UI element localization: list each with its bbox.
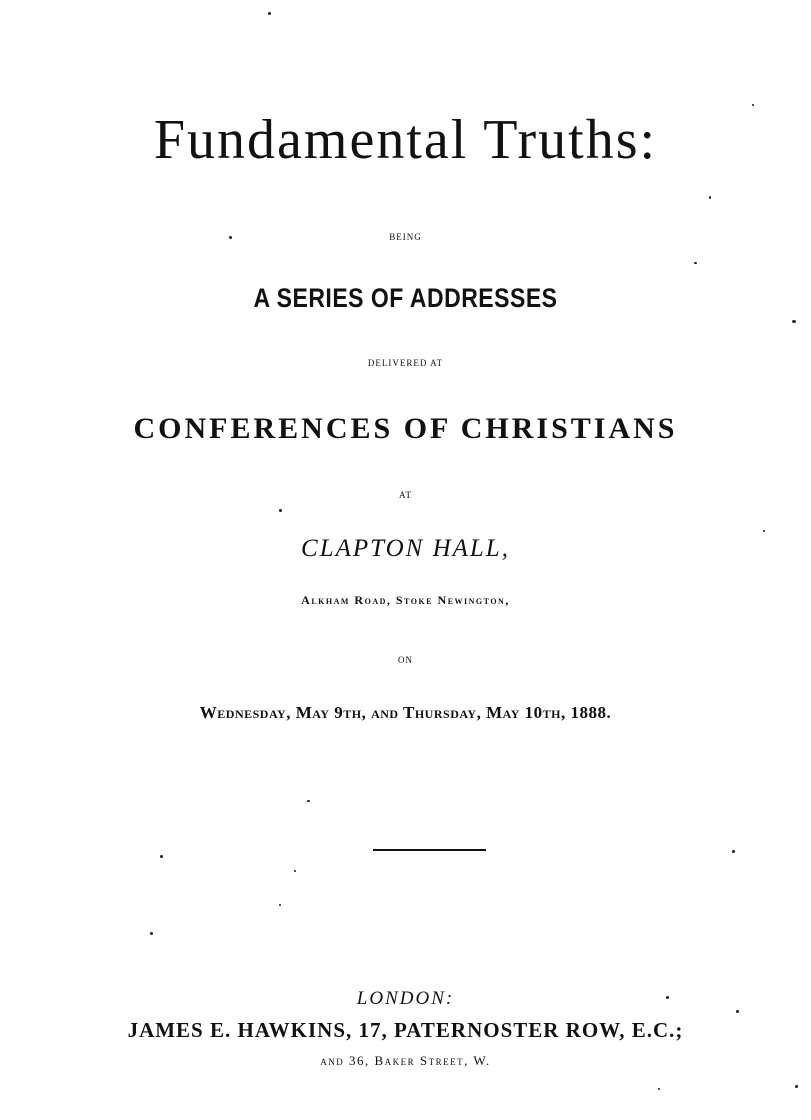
scan-speck [279,904,281,906]
scan-speck [229,236,232,239]
scan-speck [763,530,765,532]
scan-speck [279,509,282,512]
book-title-part1: Fundamental [153,109,469,171]
scan-speck [150,932,153,935]
conferences-heading: CONFERENCES OF CHRISTIANS [133,412,678,445]
venue-name: CLAPTON HALL, [301,535,510,562]
delivered-at-label: DELIVERED AT [367,358,444,368]
scan-speck [709,196,711,199]
scan-speck [658,1088,660,1090]
book-title [0,108,811,172]
on-label: ON [398,655,413,665]
scan-speck [307,800,310,802]
series-heading: A SERIES OF ADDRESSES [253,282,558,313]
imprint-branch: and 36, Baker Street, W. [320,1053,491,1068]
at-label: AT [399,490,412,500]
scan-speck [160,855,163,858]
imprint-publisher: JAMES E. HAWKINS, 17, PATERNOSTER ROW, E.C.; [127,1018,684,1042]
scan-speck [294,870,296,872]
scan-speck [666,996,669,999]
conference-dates: Wednesday, May 9th, and Thursday, May 10th, 1888. [199,703,612,722]
book-title-part2: Truths: [483,109,658,171]
scan-speck [268,12,271,15]
scan-speck [795,1085,798,1088]
scan-speck [736,1010,739,1013]
being-label: BEING [389,232,422,242]
scan-speck [792,320,796,323]
scan-speck [732,850,735,853]
scan-speck [752,104,754,106]
venue-address: Alkham Road, Stoke Newington, [301,593,510,607]
horizontal-rule [373,849,486,851]
scan-speck [694,262,697,264]
imprint-city: LONDON: [356,988,455,1009]
